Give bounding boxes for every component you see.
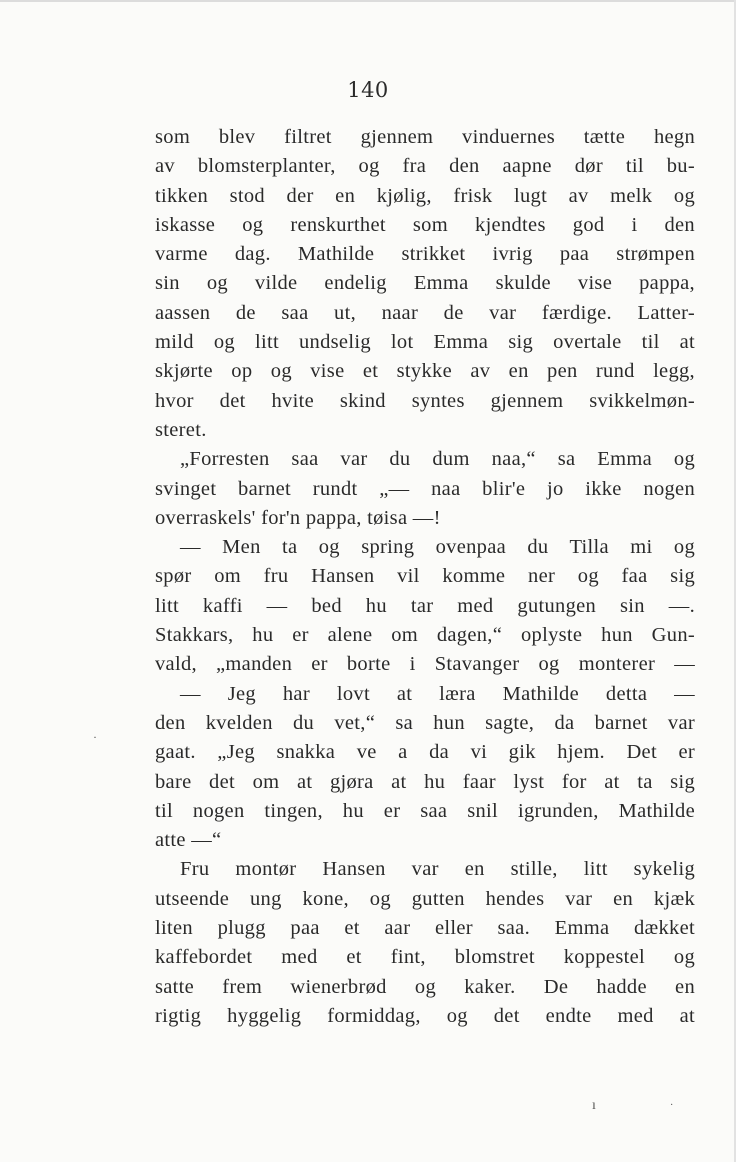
text-line: som blev filtret gjennem vinduernes tætte hegn	[155, 126, 695, 148]
ink-speck: ·	[670, 1100, 674, 1111]
text-line: rigtig hyggelig formiddag, og det endte med at	[155, 1004, 695, 1027]
text-line: spør om fru Hansen vil komme ner og faa sig	[155, 565, 695, 588]
text-line: svinget barnet rundt „— naa blir'e jo ikke nogen	[155, 477, 695, 500]
text-line: aassen de saa ut, naar de var færdige. Latter-	[155, 301, 695, 324]
text-line: — Jeg har lovt at læra Mathilde detta —	[180, 682, 695, 705]
text-line: sin og vilde endelig Emma skulde vise pappa,	[155, 272, 695, 295]
text-line: av blomsterplanter, og fra den aapne dør til bu-	[155, 155, 695, 178]
text-line: steret.	[155, 418, 207, 441]
text-line: satte frem wienerbrød og kaker. De hadde en	[155, 975, 695, 998]
ink-speck: ı	[592, 1098, 596, 1113]
text-line: „Forresten saa var du dum naa,“ sa Emma og	[180, 448, 695, 471]
text-line: — Men ta og spring ovenpaa du Tilla mi og	[180, 536, 695, 559]
text-line: liten plugg paa et aar eller saa. Emma dækket	[155, 917, 695, 940]
text-line: gaat. „Jeg snakka ve a da vi gik hjem. Det er	[155, 741, 695, 764]
body-text	[155, 123, 695, 1031]
text-line: Stakkars, hu er alene om dagen,“ oplyste hun Gun-	[155, 624, 695, 647]
text-line: overraskels' for'n pappa, tøisa —!	[155, 506, 441, 529]
text-line: atte —“	[155, 829, 222, 852]
text-line: skjørte op og vise et stykke av en pen rund legg,	[155, 360, 695, 383]
text-line: varme dag. Mathilde strikket ivrig paa strømpen	[155, 243, 695, 266]
text-line: bare det om at gjøra at hu faar lyst for at ta sig	[155, 770, 695, 793]
text-line: litt kaffi — bed hu tar med gutungen sin —.	[155, 594, 695, 617]
ink-speck: ·	[93, 730, 97, 744]
text-line: hvor det hvite skind syntes gjennem svikkelmøn-	[155, 389, 695, 412]
page-number: 140	[347, 78, 389, 102]
scan-top-edge	[0, 0, 736, 2]
text-line: til nogen tingen, hu er saa snil igrunden, Mathilde	[155, 799, 695, 822]
text-line: kaffebordet med et fint, blomstret koppestel og	[155, 946, 695, 969]
text-line: tikken stod der en kjølig, frisk lugt av melk og	[155, 184, 695, 207]
text-line: utseende ung kone, og gutten hendes var en kjæk	[155, 887, 695, 910]
text-line: iskasse og renskurthet som kjendtes god i den	[155, 213, 695, 236]
text-line: vald, „manden er borte i Stavanger og monterer —	[155, 653, 695, 676]
text-line: mild og litt undselig lot Emma sig overtale til at	[155, 331, 695, 354]
text-line: Fru montør Hansen var en stille, litt sykelig	[180, 858, 695, 881]
text-line: den kvelden du vet,“ sa hun sagte, da barnet var	[155, 711, 695, 734]
